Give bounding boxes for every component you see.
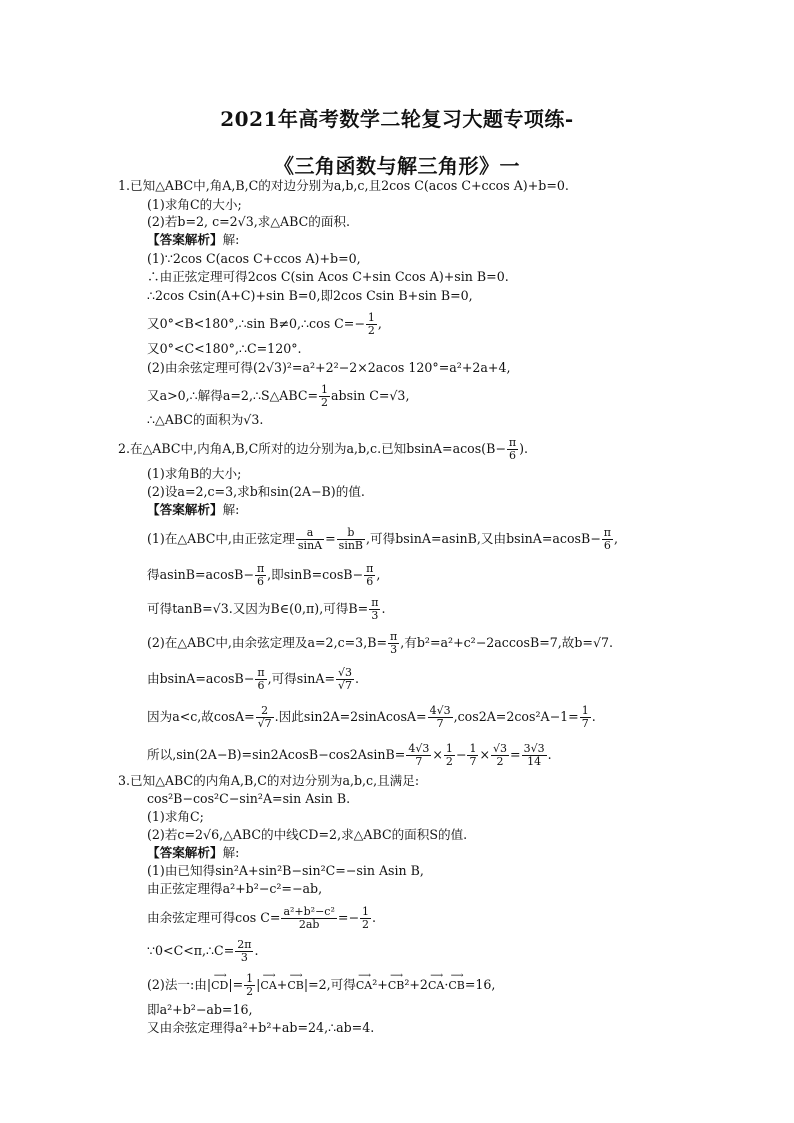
fraction-pi-over-6: $\frac{\pi}{6}$ bbox=[257, 666, 265, 692]
problem-3-statement: 3.已知△ABC的内角A,B,C的对边分别为a,b,c,且满足: bbox=[118, 773, 420, 788]
fraction-sqrt3-over-2: $\frac{√3}{2}$ bbox=[493, 742, 508, 768]
problem-1-step-3: ∴2cos Csin(A+C)+sin B=0,即2cos Csin B+sin B=0, bbox=[147, 288, 473, 303]
fraction-pi-over-6: $\frac{\pi}{6}$ bbox=[508, 436, 517, 462]
problem-2-step-4: (2)在△ABC中,由余弦定理及a=2,c=3,B= $\frac{\pi}{3}$ ,有b²=a²+c²−2accosB=7,故b=√7. bbox=[147, 630, 614, 656]
fraction-pi-over-6: $\frac{\pi}{6}$ bbox=[366, 562, 374, 588]
fraction-pi-over-3: $\frac{\pi}{3}$ bbox=[390, 630, 398, 656]
problem-2-step-6: 因为a<c,故cosA= $\frac{2}{√7}$ .因此sin2A=2sinAcosA= $\frac{4√3}{7}$ ,cos2A=2cos²A−1= $\frac{1}{7}$ . bbox=[147, 704, 596, 730]
doc-title-line2: 《三角函数与解三角形》一 bbox=[274, 154, 520, 178]
fraction-a-over-sinA: $\frac{a}{\sin A}$ bbox=[297, 526, 323, 552]
fraction-pi-over-6: $\frac{\pi}{6}$ bbox=[603, 526, 612, 552]
doc-title-line1: 2021年高考数学二轮复习大题专项练- bbox=[220, 107, 574, 131]
vector-CA: ⟶ CA bbox=[355, 971, 373, 992]
fraction-4sqrt3-over-7: $\frac{4√3}{7}$ bbox=[429, 704, 451, 730]
problem-2-step-7: 所以,sin(2A−B)=sin2AcosB−cos2AsinB= $\frac{4√3}{7}$ × $\frac{1}{2}$ − $\frac{1}{7}$ × $\frac{√3}{2}$ = $\frac{3√3}{14}$ . bbox=[147, 742, 552, 768]
fraction-3sqrt3-over-14: $\frac{3√3}{14}$ bbox=[523, 742, 545, 768]
answer-label: 【答案解析】 bbox=[147, 502, 223, 517]
vector-arrow-icon: ⟶ bbox=[450, 971, 463, 981]
vector-CB: ⟶ CB bbox=[287, 971, 304, 992]
problem-3-step-5: (2)法一:由| ⟶ CD|= $\frac{1}{2}$ | ⟶ CA+ ⟶ CB|=2,可得 ⟶ CA²+ ⟶ CB²+2 ⟶ CA· ⟶ CB=16, bbox=[147, 971, 496, 998]
fraction-1-over-2: $\frac{1}{2}$ bbox=[445, 742, 453, 768]
fraction-sqrt3-over-sqrt7: $\frac{√3}{√7}$ bbox=[338, 666, 353, 692]
fraction-one-half: $\frac{1}{2}$ bbox=[367, 311, 375, 337]
problem-2-q2: (2)设a=2,c=3,求b和sin(2A−B)的值. bbox=[147, 484, 365, 499]
vector-CA: ⟶ CA bbox=[260, 971, 277, 992]
problem-3-statement-2: cos²B−cos²C−sin²A=sin Asin B. bbox=[147, 791, 351, 806]
problem-1-q2: (2)若b=2, c=2√3,求△ABC的面积. bbox=[147, 214, 351, 229]
fraction-1-over-7: $\frac{1}{7}$ bbox=[581, 704, 589, 730]
fraction-pi-over-3: $\frac{\pi}{3}$ bbox=[371, 596, 379, 622]
fraction-one-half: $\frac{1}{2}$ bbox=[362, 905, 369, 931]
vector-CB: ⟶ CB bbox=[448, 971, 465, 992]
problem-2-step-2: 得asinB=acosB− $\frac{\pi}{6}$ ,即sinB=cosB− $\frac{\pi}{6}$ , bbox=[147, 562, 381, 588]
problem-3-step-4: ∵0<C<π,∴C= $\frac{2\pi}{3}$ . bbox=[147, 938, 259, 964]
jie-label: 解: bbox=[222, 232, 240, 247]
fraction-one-half: $\frac{1}{2}$ bbox=[321, 383, 329, 409]
problem-3-q2: (2)若c=2√6,△ABC的中线CD=2,求△ABC的面积S的值. bbox=[147, 827, 468, 842]
problem-1-step-7: 又a>0,∴解得a=2,∴S△ABC= $\frac{1}{2}$ absin C=√3, bbox=[147, 383, 410, 409]
vector-arrow-icon: ⟶ bbox=[430, 971, 443, 981]
problem-1-step-5: 又0°<C<180°,∴C=120°. bbox=[147, 341, 302, 356]
fraction-b-over-sinB: $\frac{b}{\sin B}$ bbox=[338, 526, 364, 552]
problem-2-answer-label bbox=[147, 502, 239, 518]
vector-arrow-icon: ⟶ bbox=[213, 971, 226, 981]
problem-1-answer-label bbox=[147, 232, 239, 248]
vector-arrow-icon: ⟶ bbox=[390, 971, 403, 981]
problem-3-step-3: 由余弦定理可得cos C= $\frac{\text{a²+b²−c²}}{2ab}$ =− $\frac{1}{2}$ . bbox=[147, 905, 377, 931]
problem-1-step-1: (1)∵2cos C(acos C+ccos A)+b=0, bbox=[147, 251, 361, 266]
fraction-one-half: $\frac{1}{2}$ bbox=[246, 972, 254, 998]
vector-CB: ⟶ CB bbox=[387, 971, 405, 992]
problem-1-step-8: ∴△ABC的面积为√3. bbox=[147, 412, 264, 427]
fraction-cosine-law: $\frac{\text{a²+b²−c²}}{2ab}$ bbox=[283, 905, 335, 931]
problem-2-statement: 2.在△ABC中,内角A,B,C所对的边分别为a,b,c.已知bsinA=acos(B− $\frac{\pi}{6}$ ). bbox=[118, 436, 529, 462]
vector-CA: ⟶ CA bbox=[427, 971, 445, 992]
problem-1-step-6: (2)由余弦定理可得(2√3)²=a²+2²−2×2acos 120°=a²+2a+4, bbox=[147, 360, 511, 375]
problem-3-step-6: 即a²+b²−ab=16, bbox=[147, 1002, 253, 1017]
jie-label: 解: bbox=[222, 502, 240, 517]
answer-label: 【答案解析】 bbox=[147, 232, 223, 247]
problem-1-q1: (1)求角C的大小; bbox=[147, 197, 242, 212]
problem-1-step-4: 又0°<B<180°,∴sin B≠0,∴cos C=− $\frac{1}{2}$ , bbox=[147, 311, 382, 337]
vector-arrow-icon: ⟶ bbox=[262, 971, 275, 981]
problem-2-step-5: 由bsinA=acosB− $\frac{\pi}{6}$ ,可得sinA= $\frac{√3}{√7}$ . bbox=[147, 666, 360, 692]
problem-3-q1: (1)求角C; bbox=[147, 809, 204, 824]
vector-CD: ⟶ CD bbox=[211, 971, 229, 992]
fraction-pi-over-6: $\frac{\pi}{6}$ bbox=[256, 562, 265, 588]
problem-1-statement: 1.已知△ABC中,角A,B,C的对边分别为a,b,c,且2cos C(acos C+ccos A)+b=0. bbox=[118, 178, 569, 193]
problem-2-step-3: 可得tanB=√3.又因为B∈(0,π),可得B= $\frac{\pi}{3}$ . bbox=[147, 596, 386, 622]
fraction-2pi-over-3: $\frac{2\pi}{3}$ bbox=[237, 938, 252, 964]
fraction-4sqrt3-over-7: $\frac{4√3}{7}$ bbox=[408, 742, 430, 768]
problem-3-step-1: (1)由已知得sin²A+sin²B−sin²C=−sin Asin B, bbox=[147, 863, 424, 878]
fraction-2-over-sqrt7: $\frac{2}{√7}$ bbox=[257, 704, 272, 730]
problem-2-step-1: (1)在△ABC中,由正弦定理 $\frac{a}{\sin A}$ = $\frac{b}{\sin B}$ ,可得bsinA=asinB,又由bsinA=acosB− $\frac{\pi}{6}$ , bbox=[147, 526, 619, 552]
problem-1-step-2: ∴由正弦定理可得2cos C(sin Acos C+sin Ccos A)+sin B=0. bbox=[147, 269, 509, 284]
fraction-1-over-7: $\frac{1}{7}$ bbox=[469, 742, 477, 768]
vector-arrow-icon: ⟶ bbox=[358, 971, 370, 981]
problem-2-q1: (1)求角B的大小; bbox=[147, 466, 242, 481]
problem-3-step-7: 又由余弦定理得a²+b²+ab=24,∴ab=4. bbox=[147, 1020, 375, 1035]
problem-3-step-2: 由正弦定理得a²+b²−c²=−ab, bbox=[147, 881, 323, 896]
jie-label: 解: bbox=[222, 845, 240, 860]
answer-label: 【答案解析】 bbox=[147, 845, 223, 860]
problem-3-answer-label bbox=[147, 845, 239, 861]
vector-arrow-icon: ⟶ bbox=[289, 971, 302, 981]
